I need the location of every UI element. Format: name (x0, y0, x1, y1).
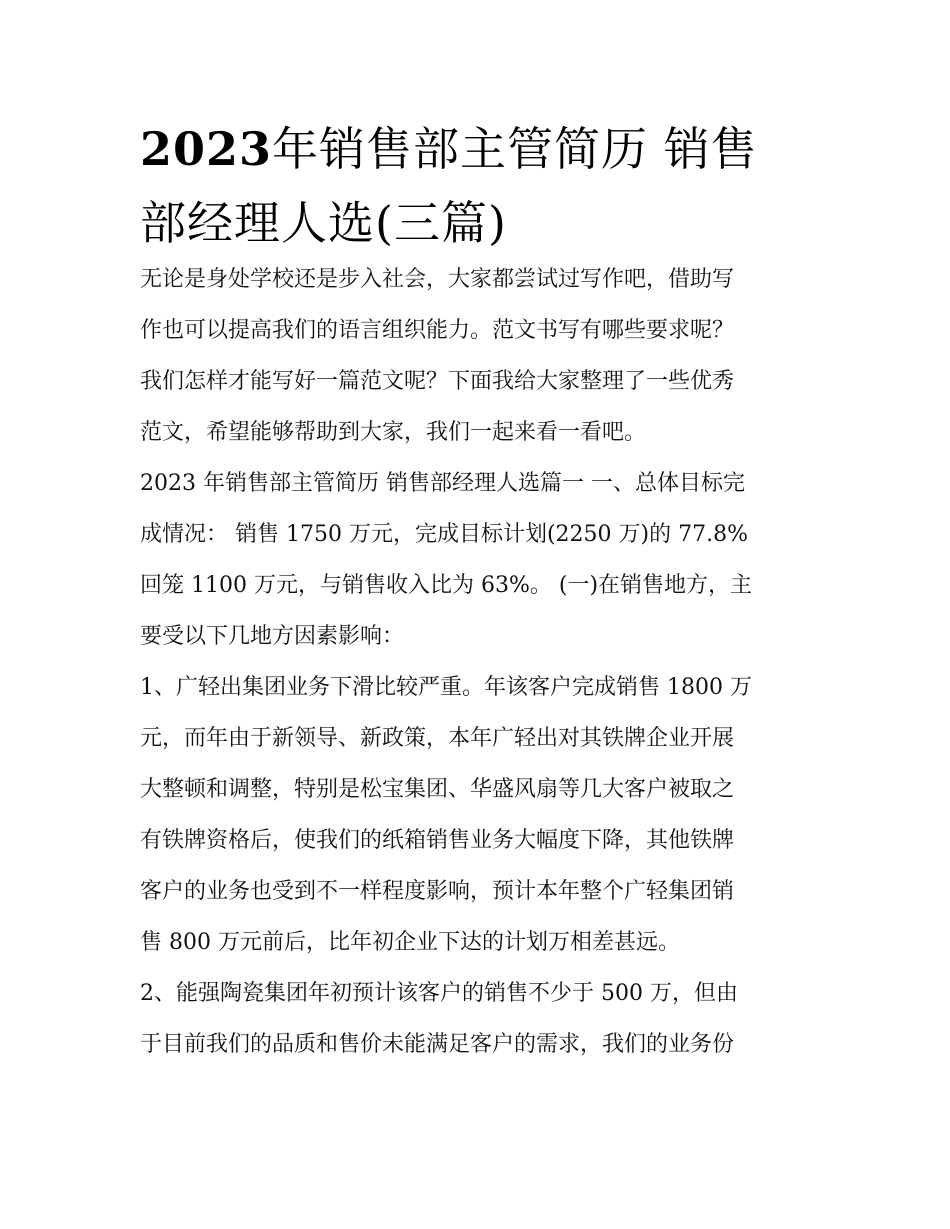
text-line: 售 800 万元前后，比年初企业下达的计划万相差甚远。 (140, 930, 680, 955)
text-line: 1、广轻出集团业务下滑比较严重。年该客户完成销售 1800 万 (140, 675, 752, 700)
text-line: 于目前我们的品质和售价未能满足客户的需求，我们的业务份 (140, 1032, 735, 1057)
text-line: 我们怎样才能写好一篇范文呢？下面我给大家整理了一些优秀 (140, 369, 735, 394)
title-line-1-text: 年销售部主管简历 销售 (272, 122, 758, 176)
text-line: 元，而年由于新领导、新政策，本年广轻出对其铁牌企业开展 (140, 726, 735, 751)
document-title (140, 112, 820, 260)
title-line-2: 部经理人选(三篇) (140, 196, 507, 250)
text-line: 2、能强陶瓷集团年初预计该客户的销售不少于 500 万，但由 (140, 981, 738, 1006)
text-line: 大整顿和调整，特别是松宝集团、华盛风扇等几大客户被取之 (140, 777, 735, 802)
text-line: 要受以下几地方因素影响： (140, 624, 405, 649)
text-line: 成情况： 销售 1750 万元，完成目标计划(2250 万)的 77.8% (140, 522, 748, 547)
title-year: 2023 (140, 122, 273, 176)
text-line: 范文，希望能够帮助到大家，我们一起来看一看吧。 (140, 420, 647, 445)
text-line: 有铁牌资格后，使我们的纸箱销售业务大幅度下降，其他铁牌 (140, 828, 735, 853)
text-line: 作也可以提高我们的语言组织能力。范文书写有哪些要求呢？ (140, 318, 735, 343)
title-line-1 (140, 122, 758, 176)
document-body (140, 254, 820, 1070)
text-line: 回笼 1100 万元，与销售收入比为 63%。 (一)在销售地方，主 (140, 573, 753, 598)
text-line: 客户的业务也受到不一样程度影响，预计本年整个广轻集团销 (140, 879, 735, 904)
text-line: 2023 年销售部主管简历 销售部经理人选篇一 一、总体目标完 (140, 471, 745, 496)
text-line: 无论是身处学校还是步入社会，大家都尝试过写作吧，借助写 (140, 267, 735, 292)
